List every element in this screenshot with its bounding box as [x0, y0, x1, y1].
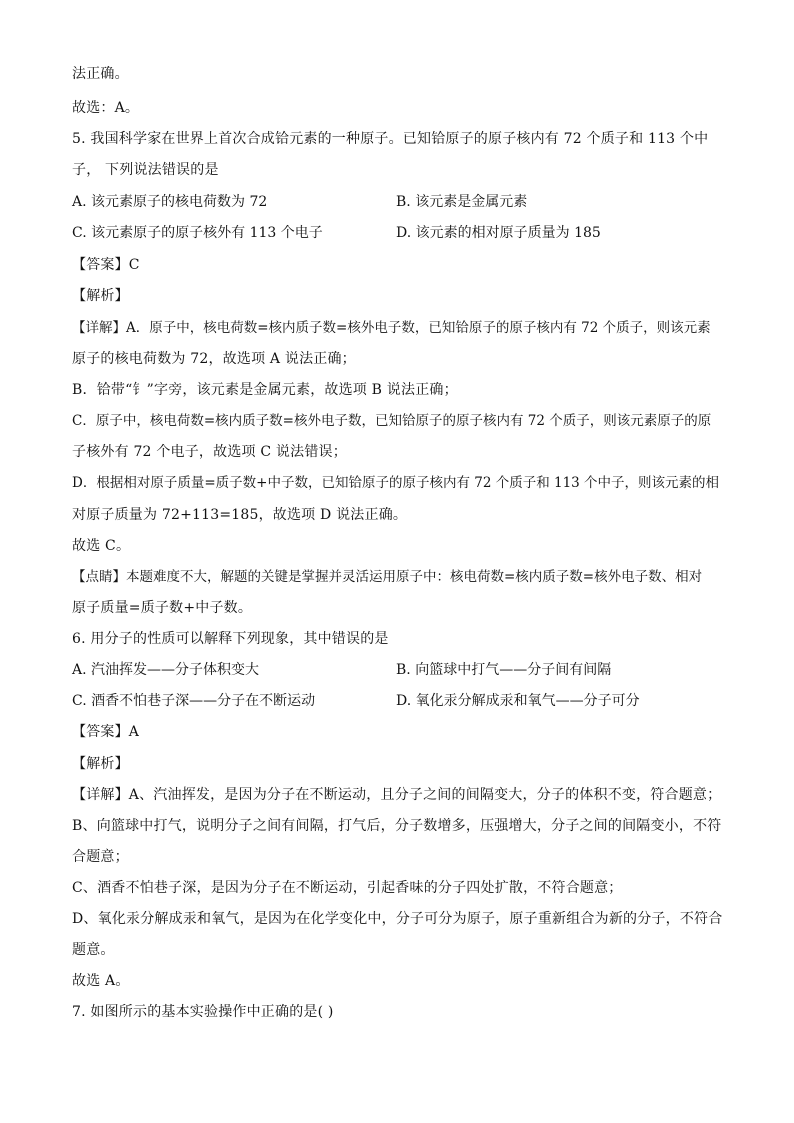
q6-option-c: C. 酒香不怕巷子深——分子在不断运动: [72, 693, 316, 709]
text-line: 故选 A。: [72, 973, 130, 989]
q5-option-a: A. 该元素原子的核电荷数为 72: [72, 194, 268, 210]
answer-label: 【答案】A: [72, 724, 140, 740]
q5-option-d: D. 该元素的相对原子质量为 185: [396, 225, 601, 241]
text-line: 故选：A。: [72, 100, 140, 116]
question-6-stem: 6. 用分子的性质可以解释下列现象，其中错误的是: [72, 631, 389, 647]
answer-label: 【答案】C: [72, 257, 140, 273]
text-line: B、向篮球中打气，说明分子之间有间隔，打气后，分子数增多，压强增大，分子之间的间隔变小，不符: [72, 818, 722, 834]
q6-option-b: B. 向篮球中打气——分子间有间隔: [396, 662, 612, 678]
text-line: 子核外有 72 个电子，故选项 C 说法错误；: [72, 444, 347, 460]
text-line: 故选 C。: [72, 538, 131, 554]
text-line: 【点睛】本题难度不大，解题的关键是掌握并灵活运用原子中：核电荷数=核内质子数=核外电子数、相对: [72, 569, 703, 585]
text-line: 题意。: [72, 942, 115, 958]
text-line: 【详解】A、汽油挥发，是因为分子在不断运动，且分子之间的间隔变大，分子的体积不变，符合题意；: [72, 787, 722, 803]
text-line: 对原子质量为 72+113=185，故选项 D 说法正确。: [72, 507, 408, 523]
question-7-stem: 7. 如图所示的基本实验操作中正确的是( ): [72, 1004, 334, 1020]
q6-option-a: A. 汽油挥发——分子体积变大: [72, 662, 260, 678]
question-5-stem-cont: 子， 下列说法错误的是: [72, 162, 219, 178]
q5-option-c: C. 该元素原子的原子核外有 113 个电子: [72, 225, 323, 241]
text-line: 合题意；: [72, 849, 129, 865]
text-line: C．原子中，核电荷数=核内质子数=核外电子数，已知铪原子的原子核内有 72 个质子，则该元素原子的原: [72, 413, 712, 429]
question-5-stem: 5. 我国科学家在世界上首次合成铪元素的一种原子。已知铪原子的原子核内有 72 个质子和 113 个中: [72, 131, 709, 147]
analysis-label: 【解析】: [72, 756, 129, 772]
text-line: 原子质量=质子数+中子数。: [72, 600, 253, 616]
q6-option-d: D. 氧化汞分解成汞和氧气——分子可分: [396, 693, 640, 709]
text-line: 法正确。: [72, 66, 129, 82]
text-line: D、氧化汞分解成汞和氧气，是因为在化学变化中，分子可分为原子，原子重新组合为新的分子，不符合: [72, 911, 723, 927]
q5-option-b: B. 该元素是金属元素: [396, 194, 528, 210]
text-line: 【详解】A．原子中，核电荷数=核内质子数=核外电子数，已知铪原子的原子核内有 72 个质子，则该元素: [72, 320, 711, 336]
analysis-label: 【解析】: [72, 288, 129, 304]
text-line: B．铪带“钅”字旁，该元素是金属元素，故选项 B 说法正确；: [72, 382, 458, 398]
text-line: C、酒香不怕巷子深，是因为分子在不断运动，引起香味的分子四处扩散，不符合题意；: [72, 880, 623, 896]
text-line: 原子的核电荷数为 72，故选项 A 说法正确；: [72, 351, 356, 367]
text-line: D．根据相对原子质量=质子数+中子数，已知铪原子的原子核内有 72 个质子和 113 个中子，则该元素的相: [72, 475, 720, 491]
